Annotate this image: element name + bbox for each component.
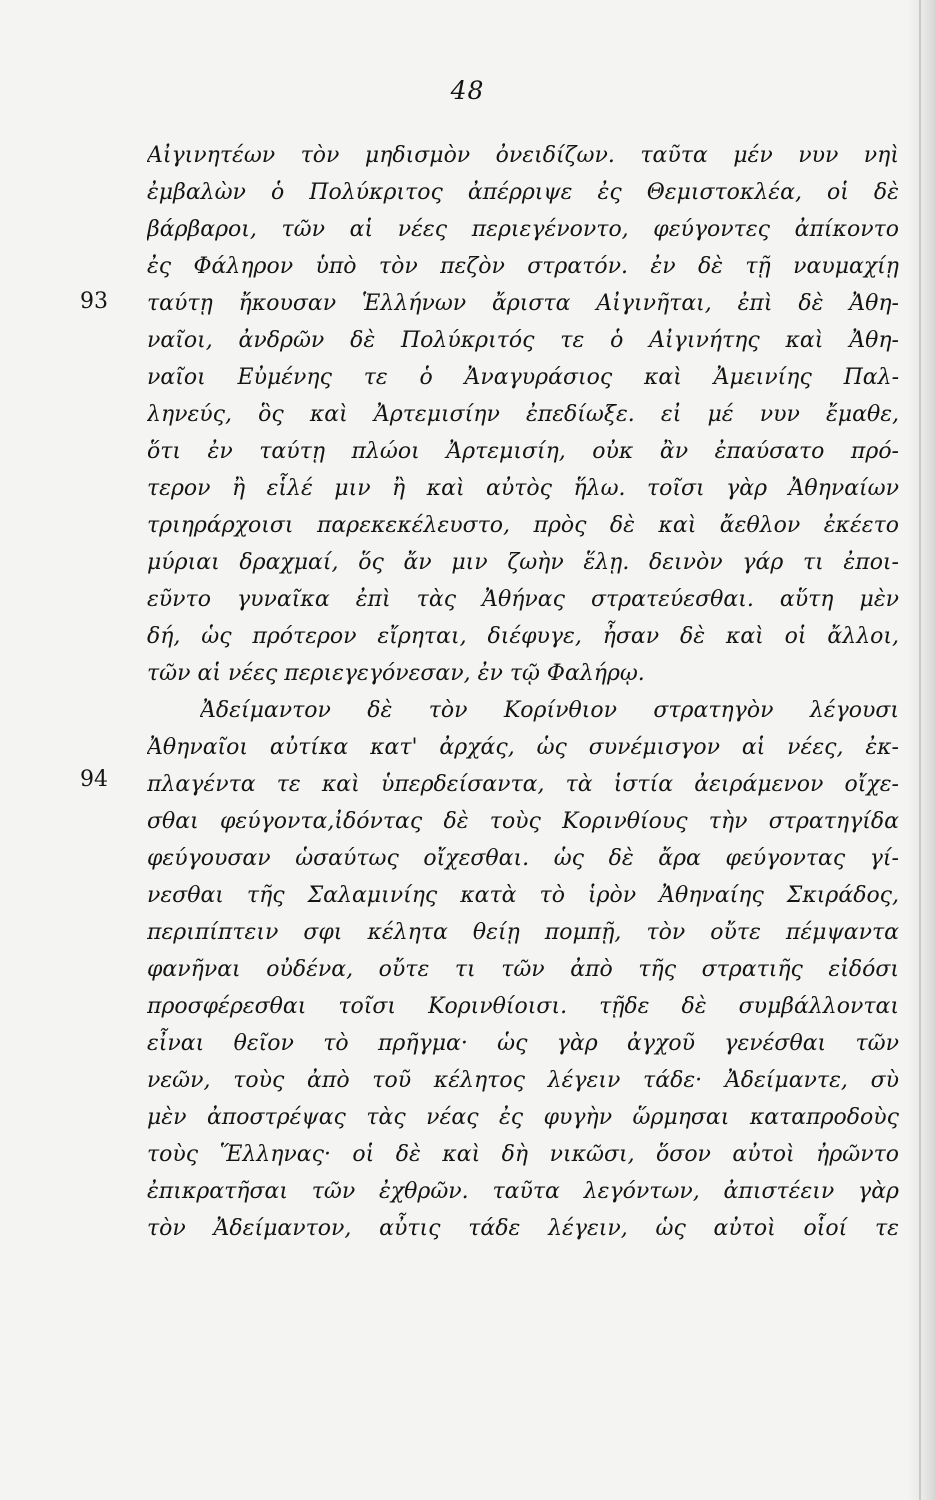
text-line-21: νεσθαι τῆς Σαλαμινίης κατὰ τὸ ἱρὸν Ἀθηναίης Σκιράδος, bbox=[147, 883, 899, 908]
section-number-94: 94 bbox=[80, 767, 108, 792]
text-line-22: περιπίπτειν σφι κέλητα θείῃ πομπῇ, τὸν οὔτε πέμψαντα bbox=[147, 920, 899, 945]
text-line-2: ἐμβαλὼν ὁ Πολύκριτος ἀπέρριψε ἐς Θεμιστοκλέα, οἱ δὲ bbox=[147, 180, 899, 205]
text-line-27: μὲν ἀποστρέψας τὰς νέας ἐς φυγὴν ὥρμησαι καταπροδοὺς bbox=[147, 1105, 899, 1130]
text-line-29: ἐπικρατῆσαι τῶν ἐχθρῶν. ταῦτα λεγόντων, ἀπιστέειν γὰρ bbox=[147, 1179, 899, 1204]
page-edge-line bbox=[919, 0, 921, 1500]
text-line-14: δή, ὡς πρότερον εἴρηται, διέφυγε, ἦσαν δὲ καὶ οἱ ἄλλοι, bbox=[147, 624, 899, 649]
text-line-10: τερον ἢ εἷλέ μιν ἢ καὶ αὐτὸς ἥλω. τοῖσι γὰρ Ἀθηναίων bbox=[147, 476, 899, 501]
text-line-17: Ἀθηναῖοι αὐτίκα κατ' ἀρχάς, ὡς συνέμισγον αἱ νέες, ἐκ- bbox=[147, 735, 899, 760]
text-line-9: ὅτι ἐν ταύτῃ πλώοι Ἀρτεμισίη, οὐκ ἂν ἐπαύσατο πρό- bbox=[147, 439, 899, 464]
text-line-8: ληνεύς, ὃς καὶ Ἀρτεμισίην ἐπεδίωξε. εἰ μέ νυν ἔμαθε, bbox=[147, 402, 899, 427]
text-line-1: Αἰγινητέων τὸν μηδισμὸν ὀνειδίζων. ταῦτα μέν νυν νηὶ bbox=[147, 143, 899, 168]
text-line-11: τριηράρχοισι παρεκεκέλευστο, πρὸς δὲ καὶ ἄεθλον ἐκέετο bbox=[147, 513, 899, 538]
text-line-28: τοὺς Ἕλληνας· οἱ δὲ καὶ δὴ νικῶσι, ὅσον αὐτοὶ ἠρῶντο bbox=[147, 1142, 899, 1167]
section-number-93: 93 bbox=[80, 289, 108, 314]
text-line-25: εἶναι θεῖον τὸ πρῆγμα· ὡς γὰρ ἀγχοῦ γενέσθαι τῶν bbox=[147, 1031, 899, 1056]
page-number: 48 bbox=[450, 76, 485, 105]
text-line-19: σθαι φεύγοντα,ἰδόντας δὲ τοὺς Κορινθίους τὴν στρατηγίδα bbox=[147, 809, 899, 834]
text-line-13: εῦντο γυναῖκα ἐπὶ τὰς Ἀθήνας στρατεύεσθαι. αὕτη μὲν bbox=[147, 587, 899, 612]
text-line-5: ταύτῃ ἤκουσαν Ἑλλήνων ἄριστα Αἰγινῆται, ἐπὶ δὲ Ἀθη- bbox=[147, 291, 899, 316]
text-line-7: ναῖοι Εὐμένης τε ὁ Ἀναγυράσιος καὶ Ἀμεινίης Παλ- bbox=[147, 365, 899, 390]
text-line-18: πλαγέντα τε καὶ ὑπερδείσαντα, τὰ ἱστία ἀειράμενον οἴχε- bbox=[147, 772, 899, 797]
text-line-30: τὸν Ἀδείμαντον, αὖτις τάδε λέγειν, ὡς αὐτοὶ οἷοί τε bbox=[147, 1216, 899, 1241]
text-line-15: τῶν αἱ νέες περιεγεγόνεσαν, ἐν τῷ Φαλήρῳ. bbox=[147, 661, 645, 686]
text-line-26: νεῶν, τοὺς ἀπὸ τοῦ κέλητος λέγειν τάδε· Ἀδείμαντε, σὺ bbox=[147, 1068, 899, 1093]
text-line-4: ἐς Φάληρον ὑπὸ τὸν πεζὸν στρατόν. ἐν δὲ τῇ ναυμαχίῃ bbox=[147, 254, 899, 279]
text-line-23: φανῆναι οὐδένα, οὔτε τι τῶν ἀπὸ τῆς στρατιῆς εἰδόσι bbox=[147, 957, 899, 982]
text-line-12: μύριαι δραχμαί, ὅς ἄν μιν ζωὴν ἕλῃ. δεινὸν γάρ τι ἐποι- bbox=[147, 550, 899, 575]
page-edge-shadow bbox=[907, 0, 935, 1500]
text-line-6: ναῖοι, ἀνδρῶν δὲ Πολύκριτός τε ὁ Αἰγινήτης καὶ Ἀθη- bbox=[147, 328, 899, 353]
text-line-24: προσφέρεσθαι τοῖσι Κορινθίοισι. τῇδε δὲ συμβάλλονται bbox=[147, 994, 899, 1019]
text-line-20: φεύγουσαν ὡσαύτως οἴχεσθαι. ὡς δὲ ἄρα φεύγοντας γί- bbox=[147, 846, 899, 871]
text-line-3: βάρβαροι, τῶν αἱ νέες περιεγένοντο, φεύγοντες ἀπίκοντο bbox=[147, 217, 899, 242]
text-line-16: Ἀδείμαντον δὲ τὸν Κορίνθιον στρατηγὸν λέγουσι bbox=[200, 698, 899, 723]
